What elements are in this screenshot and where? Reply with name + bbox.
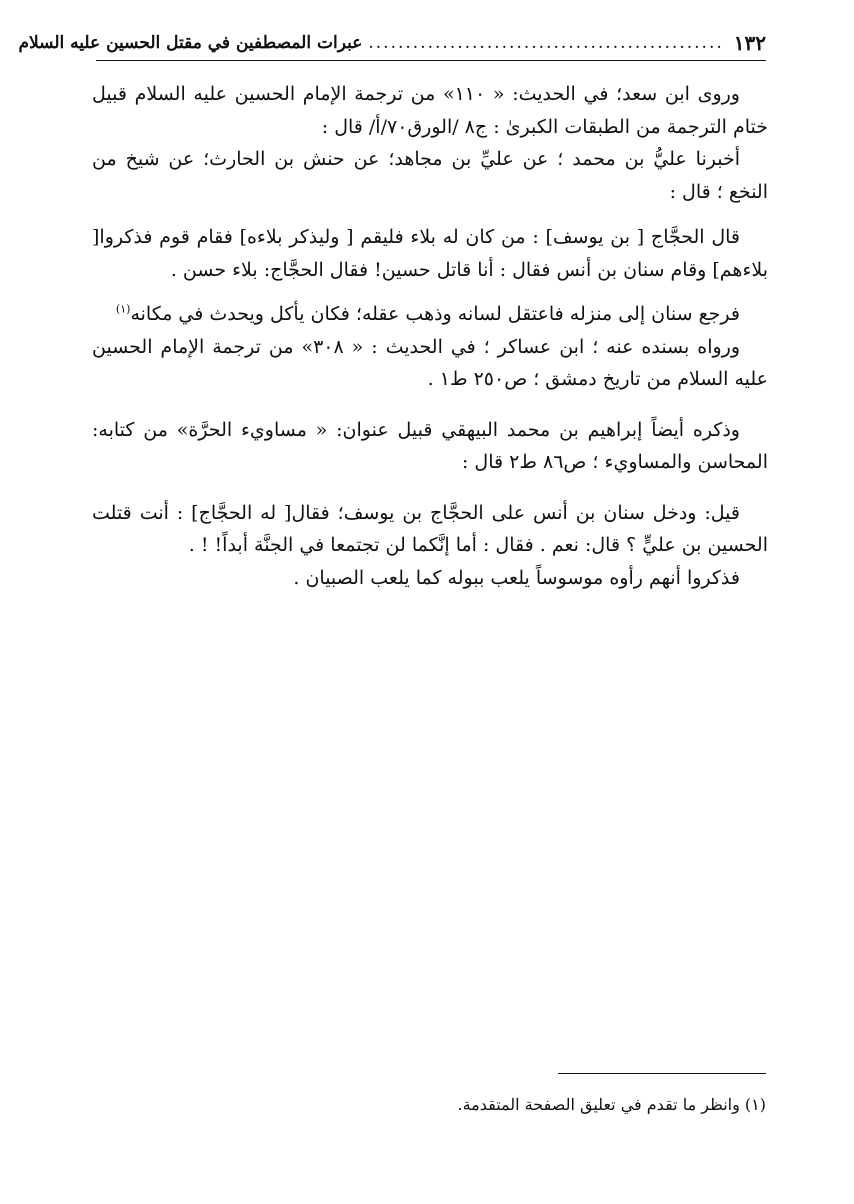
footnote-reference: (١) bbox=[115, 302, 131, 316]
main-text bbox=[92, 78, 768, 594]
running-header bbox=[18, 26, 766, 61]
paragraph: ورواه بسنده عنه ؛ ابن عساكر ؛ في الحديث : « ٣٠٨» من ترجمة الإمام الحسين عليه السلام من تاريخ دمشق ؛ ص٢٥٠ ط١ . bbox=[92, 335, 768, 390]
footnote: (١) وانظر ما تقدم في تعليق الصفحة المتقدمة. bbox=[457, 1095, 766, 1114]
header-leader-dots: ................................................ bbox=[368, 33, 724, 53]
footnote-separator bbox=[558, 1073, 766, 1074]
page-number: ١٣٢ bbox=[733, 31, 766, 55]
paragraph: فذكروا أنهم رأوه موسوساً يلعب ببوله كما يلعب الصبيان . bbox=[293, 566, 740, 589]
paragraph-text: فرجع سنان إلى منزله فاعتقل لسانه وذهب عقله؛ فكان يأكل ويحدث في مكانه bbox=[130, 303, 740, 325]
paragraph: وذكره أيضاً إبراهيم بن محمد البيهقي قبيل عنوان: « مساويء الحرَّة» من كتابه: المحاسن والمساويء ؛ ص٨٦ ط٢ قال : bbox=[92, 418, 768, 473]
paragraph: قيل: ودخل سنان بن أنس على الحجَّاج بن يوسف؛ فقال[ له الحجَّاج] : أنت قتلت الحسين بن عليٍّ ؟ قال: نعم . فقال : أما إنَّكما لن تجتمعا في الجنَّة أبداً! ! . bbox=[92, 501, 768, 556]
paragraph bbox=[92, 298, 768, 331]
paragraph: أخبرنا عليُّ بن محمد ؛ عن عليِّ بن مجاهد؛ عن حنش بن الحارث؛ عن شيخ من النخع ؛ قال : bbox=[92, 148, 768, 203]
paragraph: وروى ابن سعد؛ في الحديث: « ١١٠» من ترجمة الإمام الحسين عليه السلام قبيل ختام الترجمة من الطبقات الكبرىٰ : ج٨ /الورق٧٠/أ/ قال : bbox=[92, 83, 768, 138]
paragraph: قال الحجَّاج [ بن يوسف] : من كان له بلاء فليقم [ وليذكر بلاءه] فقام قوم فذكروا[ بلاءهم] وقام سنان بن أنس فقال : أنا قاتل حسين! فقال الحجَّاج: بلاء حسن . bbox=[92, 226, 768, 281]
book-title: عبرات المصطفين في مقتل الحسين عليه السلام bbox=[18, 33, 363, 53]
